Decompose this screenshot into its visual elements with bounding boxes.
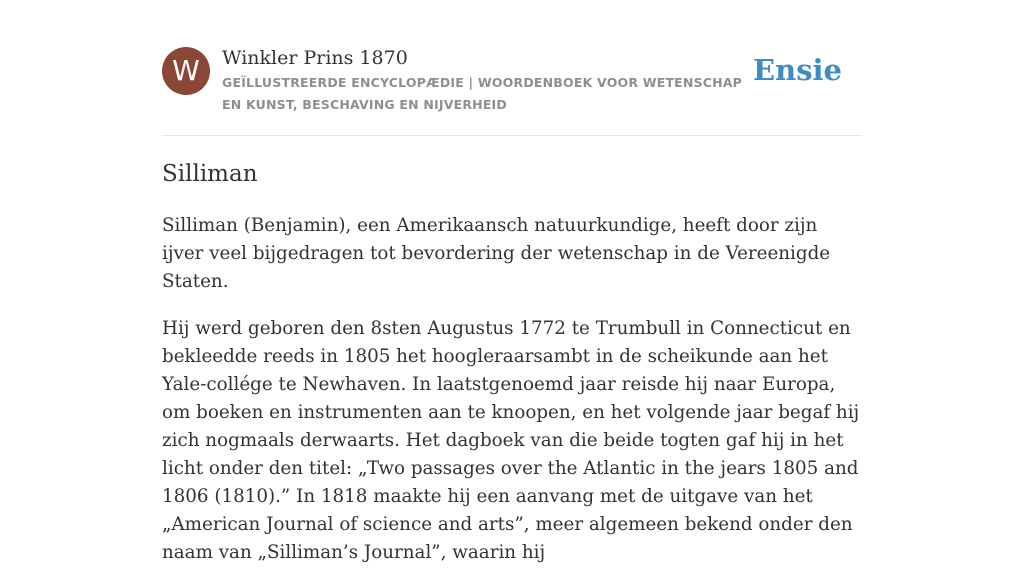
article-paragraph: Hij werd geboren den 8sten Augustus 1772 te Trumbull in Connecticut en bekleedde reeds in 1805 het hoogleraarsambt in de scheikunde aan het Yale-collége te Newhaven. In laatstgenoemd jaar reisde hij naar Europa, om boeken en instrumenten aan te knoopen, en het volgende jaar begaf hij zich nogmaals derwaarts. Het dagboek van die beide togten gaf hij in het licht onder den titel: „Two passages over the Atlantic in the jears 1805 and 1806 (1810).” In 1818 maakte hij een aanvang met de uitgave van het „American Journal of science and arts”, meer algemeen bekend onder den naam van „Silliman’s Journal”, waarin hij (162, 318, 860, 563)
source-header (162, 0, 862, 136)
source-subtitle: GEÏLLUSTREERDE ENCYCLOPÆDIE | WOORDENBOEK VOOR WETENSCHAP EN KUNST, BESCHAVING EN NIJVERHEID (222, 75, 743, 112)
avatar[interactable]: W (162, 47, 210, 95)
ensie-logo[interactable]: Ensie (753, 53, 842, 87)
article-body (162, 212, 862, 586)
article-paragraph: Silliman (Benjamin), een Amerikaansch natuurkundige, heeft door zijn ijver veel bijgedragen tot bevordering der wetenschap in de Vereenigde Staten. (162, 215, 831, 292)
page-title: Silliman (162, 161, 258, 187)
page (162, 0, 862, 563)
source-title[interactable]: Winkler Prins 1870 (222, 47, 408, 69)
